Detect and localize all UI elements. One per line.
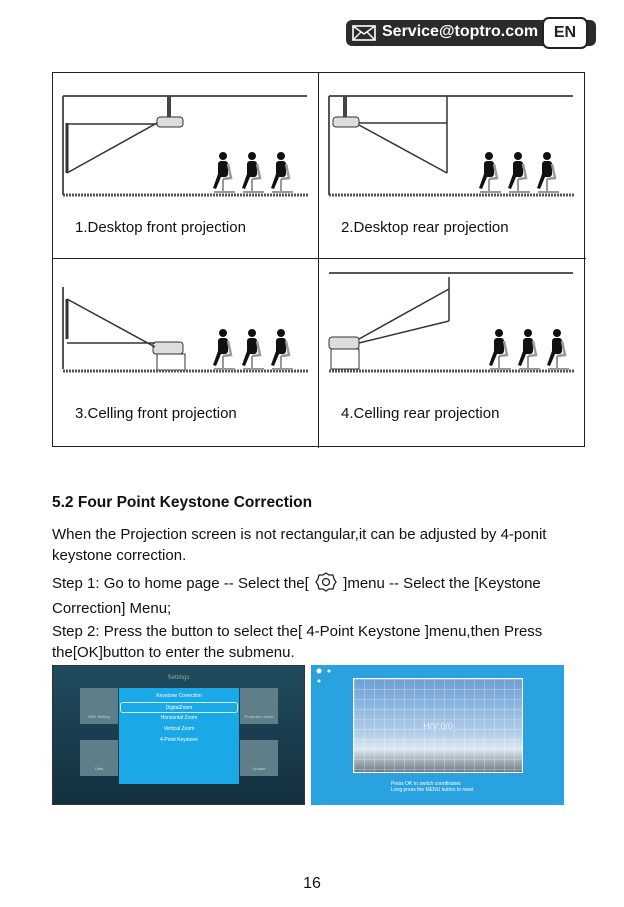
ceiling-front-illustration xyxy=(53,259,319,399)
tile-update: Update xyxy=(240,740,278,776)
menu-item-4-point-keystone: 4-Point Keystone xyxy=(159,737,199,743)
menu-item-digital-zoom: DigitalZoom xyxy=(120,702,238,713)
desktop-front-illustration xyxy=(53,73,319,213)
diagram-caption: 1.Desktop front projection xyxy=(75,219,246,236)
tile-date: Date xyxy=(80,740,118,776)
menu-title: Keystone Correction xyxy=(156,693,202,699)
settings-gear-icon xyxy=(315,572,337,592)
keystone-preview-image xyxy=(353,678,523,773)
section-heading: 5.2 Four Point Keystone Correction xyxy=(52,494,313,511)
step-2 xyxy=(52,621,582,663)
step-1-line xyxy=(52,572,582,594)
page-number: 16 xyxy=(303,875,321,892)
language-badge: EN xyxy=(542,17,588,49)
keystone-screenshot xyxy=(311,665,564,805)
diagram-desktop-front xyxy=(53,73,319,259)
diagram-ceiling-rear xyxy=(319,259,586,448)
intro-paragraph xyxy=(52,524,582,566)
diagram-ceiling-front xyxy=(53,259,319,448)
step-1-line: Correction] Menu; xyxy=(52,600,172,617)
intro-line: keystone correction. xyxy=(52,547,187,564)
settings-screenshot xyxy=(52,665,305,805)
keystone-hint xyxy=(391,781,474,793)
step-1-text: Step 1: Go to home page -- Select the[ xyxy=(52,575,309,592)
keystone-menu xyxy=(119,688,239,784)
step-1-text: ]menu -- Select the [Keystone xyxy=(343,575,541,592)
menu-item-vertical-zoom: Vertical Zoom xyxy=(163,726,195,732)
service-email: Service@toptro.com xyxy=(382,23,539,40)
corner-dots-icon xyxy=(315,668,335,684)
hint-line: Long press the MENU button to reset xyxy=(391,787,474,793)
hint-line: Press OK to switch coordinates xyxy=(391,781,461,787)
diagram-caption: 3.Celling front projection xyxy=(75,405,237,422)
settings-title: Settings xyxy=(167,675,190,681)
step-1 xyxy=(52,572,582,619)
projection-modes-table xyxy=(52,72,585,447)
diagram-desktop-rear xyxy=(319,73,586,259)
diagram-caption: 2.Desktop rear projection xyxy=(341,219,509,236)
step-2-line: Step 2: Press the button to select the[ 4-Point Keystone ]menu,then Press xyxy=(52,623,543,640)
envelope-icon xyxy=(352,25,376,41)
intro-line: When the Projection screen is not rectangular,it can be adjusted by 4-ponit xyxy=(52,526,547,543)
service-badge xyxy=(346,20,596,46)
tile-wifi: WiFi Setting xyxy=(80,688,118,724)
diagram-caption: 4.Celling rear projection xyxy=(341,405,500,422)
menu-item-horizontal-zoom: Horizontal Zoom xyxy=(160,715,198,721)
desktop-rear-illustration xyxy=(319,73,585,213)
tile-projection-mode: Projection Mode xyxy=(240,688,278,724)
step-2-line: the[OK]button to enter the submenu. xyxy=(52,644,295,661)
coordinate-readout: H/V:0/0 xyxy=(423,721,453,731)
ceiling-rear-illustration xyxy=(319,259,585,399)
